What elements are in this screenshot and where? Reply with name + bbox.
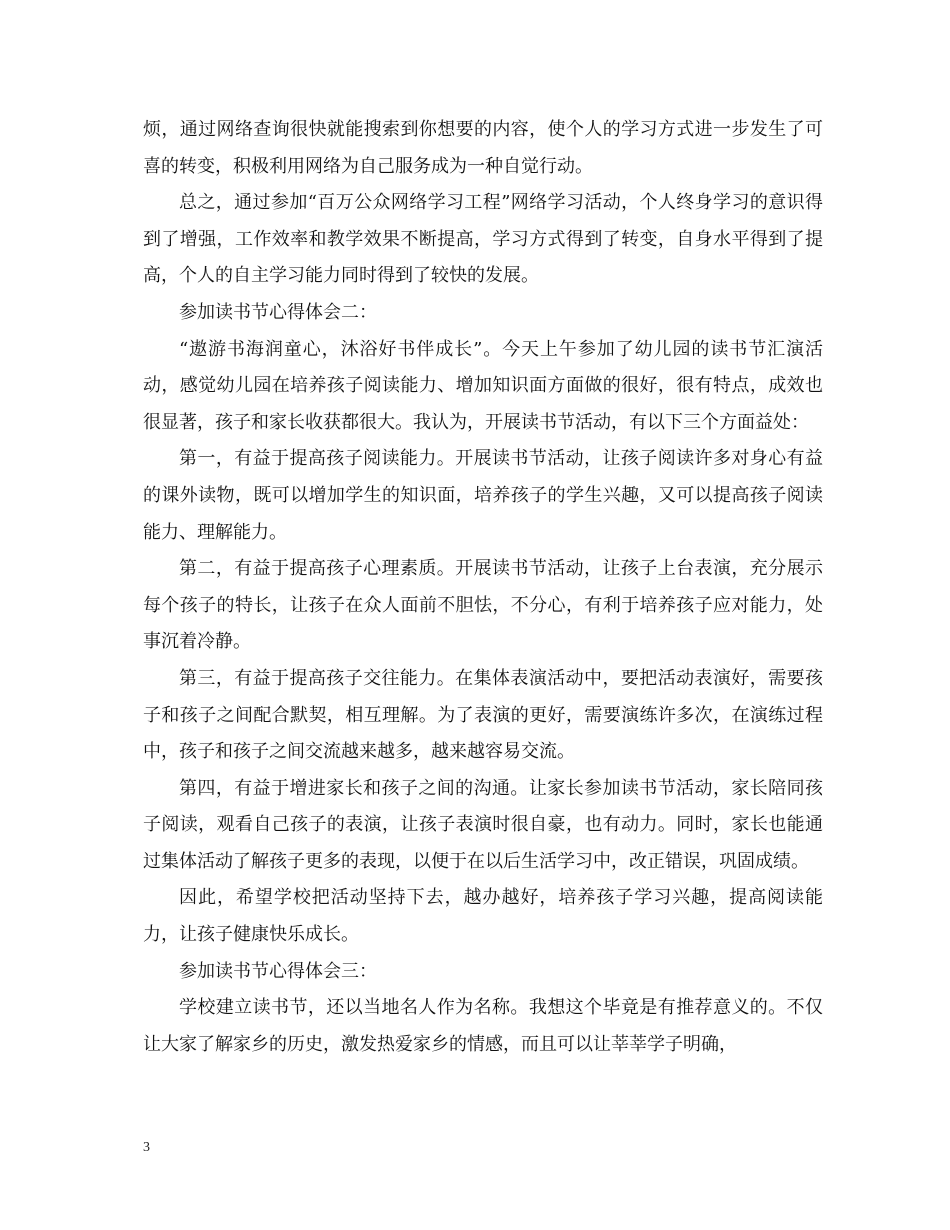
paragraph-7: 第四，有益于增进家长和孩子之间的沟通。让家长参加读书节活动，家长陪同孩子阅读，观看自己孩子的表演，让孩子表演时很自豪，也有动力。同时，家长也能通过集体活动了解孩子更多的表现，以便于在以后生活学习中，改正错误，巩固成绩。 xyxy=(143,777,823,872)
paragraph-6: 第三，有益于提高孩子交往能力。在集体表演活动中，要把活动表演好，需要孩子和孩子之间配合默契，相互理解。为了表演的更好，需要演练许多次，在演练过程中，孩子和孩子之间交流越来越多，越来越容易交流。 xyxy=(143,667,823,763)
paragraph-4: 第一，有益于提高孩子阅读能力。开展读书节活动，让孩子阅读许多对身心有益的课外读物，既可以增加学生的知识面，培养孩子的学生兴趣，又可以提高孩子阅读能力、理解能力。 xyxy=(143,448,823,543)
paragraph-9: 学校建立读书节，还以当地名人作为名称。我想这个毕竟是有推荐意义的。不仅让大家了解家乡的历史，激发热爱家乡的情感，而且可以让莘莘学子明确， xyxy=(143,997,823,1055)
section-heading-2: 参加读书节心得体会二： xyxy=(179,301,377,323)
paragraph-5: 第二，有益于提高孩子心理素质。开展读书节活动，让孩子上台表演，充分展示每个孩子的特长，让孩子在众人面前不胆怯，不分心，有利于培养孩子应对能力，处事沉着冷静。 xyxy=(143,558,823,653)
paragraph-8: 因此，希望学校把活动坚持下去，越办越好，培养孩子学习兴趣，提高阅读能力，让孩子健康快乐成长。 xyxy=(143,887,823,946)
paragraph-1: 烦，通过网络查询很快就能搜索到你想要的内容，使个人的学习方式进一步发生了可喜的转变，积极利用网络为自己服务成为一种自觉行动。 xyxy=(143,119,823,177)
paragraph-2: 总之，通过参加“百万公众网络学习工程”网络学习活动，个人终身学习的意识得到了增强，工作效率和教学效果不断提高，学习方式得到了转变，自身水平得到了提高，个人的自主学习能力同时得到了较快的发展。 xyxy=(143,192,823,287)
section-heading-3: 参加读书节心得体会三： xyxy=(179,960,377,982)
paragraph-3: “遨游书海润童心，沐浴好书伴成长”。今天上午参加了幼儿园的读书节汇演活动，感觉幼儿园在培养孩子阅读能力、增加知识面方面做的很好，很有特点，成效也很显著，孩子和家长收获都很大。我认为，开展读书节活动，有以下三个方面益处： xyxy=(143,338,823,433)
page-number: 3 xyxy=(143,1140,150,1155)
document-body xyxy=(143,112,823,1063)
